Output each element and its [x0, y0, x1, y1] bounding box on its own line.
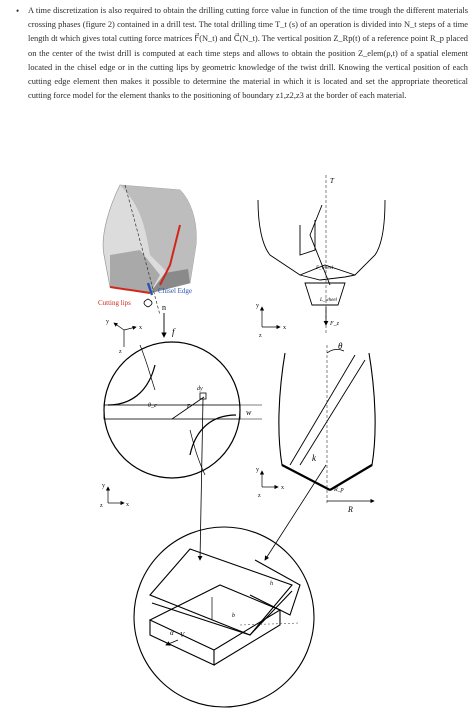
k-label: k: [312, 453, 316, 463]
axes-icon-midright: [256, 467, 284, 499]
svg-text:x: x: [139, 325, 142, 331]
torque-label: T: [330, 177, 334, 185]
f-label: f: [172, 327, 175, 337]
figure-2: [0, 165, 474, 712]
axes-icon-topright: [256, 303, 286, 339]
chisel-detail-circle: [104, 342, 240, 478]
connector-left: [200, 399, 203, 560]
svg-text:z: z: [259, 333, 262, 339]
h-label: h: [270, 581, 273, 587]
list-bullet: •: [16, 6, 20, 16]
cutting-lips-label: Cutting lips: [98, 299, 131, 307]
svg-text:x: x: [283, 325, 286, 331]
fz-label: F_z: [330, 321, 339, 327]
w-label: w: [246, 408, 252, 417]
svg-text:z: z: [100, 503, 103, 509]
body-paragraph: [16, 4, 468, 103]
svg-text:x: x: [126, 502, 129, 508]
alpha-label: α: [170, 629, 174, 637]
b-label: b: [232, 613, 235, 619]
theta-label: θ: [338, 341, 343, 351]
rotation-arrow: [144, 299, 152, 307]
l-wheel-label: L_wheel: [320, 298, 337, 303]
r-label: r: [187, 401, 191, 410]
n-label: n: [162, 303, 166, 312]
axes-icon-topleft: [106, 319, 142, 355]
paragraph-text: A time discretization is also required to obtain the drilling cutting force value in function of the time trough the different materials crossing phases (figure 2) contained in a drill test. The total drilling time T_t (s) of an operation is divided into N_t steps of a time length dt which gives total cutting force matrices F⃗(N_t) and C⃗(N_t). The vertical position Z_Rp(t) of a reference point R_p placed on the center of the twist drill is computed at each time steps and allows to obtain the position Z_elem(ρ,t) of a spatial element located in the chisel edge or in the cutting lips by geometric knowledge of the twist drill. Knowing the vertical position of each cutting edge element then makes it possible to determine the material in which it is located and set the appropriate theoretical cutting force model for the element thanks to the positioning of boundary z1,z2,z3 at the border of each material.: [28, 6, 468, 101]
svg-text:z: z: [258, 493, 261, 499]
chisel-edge-label: Chisel Edge: [158, 287, 193, 295]
figure-svg: [0, 165, 474, 712]
dy-label: dy: [197, 386, 203, 392]
chisel-band: [104, 405, 240, 419]
v-label: V: [180, 631, 185, 639]
axes-icon-midleft: [100, 483, 129, 509]
rp-label: R_p: [334, 487, 344, 493]
f-wheel-label: F_wheel: [316, 266, 334, 271]
svg-text:y: y: [106, 319, 109, 325]
svg-text:y: y: [256, 467, 259, 473]
svg-text:y: y: [256, 303, 259, 309]
theta-c-label: θ_c: [148, 403, 157, 409]
cutting-model-circle: [134, 527, 314, 707]
R-label: R: [348, 505, 353, 514]
svg-text:z: z: [119, 349, 122, 355]
drill-render: [103, 185, 196, 315]
drill-sketch: [258, 200, 385, 305]
svg-text:y: y: [102, 483, 105, 489]
connector-right: [265, 465, 326, 560]
svg-text:x: x: [281, 485, 284, 491]
